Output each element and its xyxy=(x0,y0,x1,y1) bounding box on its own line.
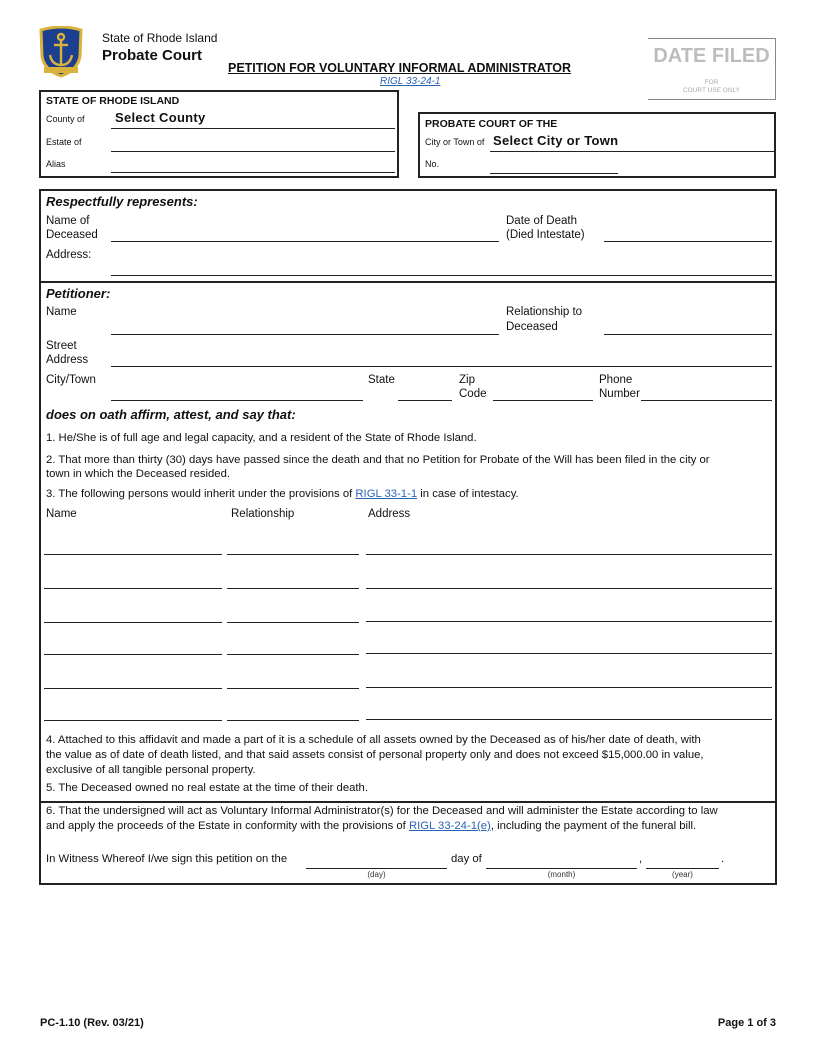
caption-left-box xyxy=(39,90,399,178)
heir-6-address[interactable] xyxy=(366,719,772,720)
county-select[interactable]: Select County xyxy=(115,110,206,125)
date-comma: , xyxy=(639,853,643,865)
oath-item-4-line-1: 4. Attached to this affidavit and made a part of it is a schedule of all assets owned by the Deceased as of his/her date of death, with xyxy=(46,734,701,746)
alias-label: Alias xyxy=(46,159,66,169)
witness-day-field[interactable] xyxy=(306,868,447,869)
heir-2-address[interactable] xyxy=(366,588,772,589)
estate-label: Estate of xyxy=(46,137,82,147)
case-number-field[interactable] xyxy=(490,173,618,174)
alias-field[interactable] xyxy=(111,172,395,173)
state-field[interactable] xyxy=(398,400,452,401)
heirs-relationship-header: Relationship xyxy=(231,508,295,520)
witness-text: In Witness Whereof I/we sign this petition on the xyxy=(46,853,288,865)
heir-3-name[interactable] xyxy=(44,622,222,623)
city-label: City or Town of xyxy=(425,137,485,147)
heir-2-name[interactable] xyxy=(44,588,222,589)
administrator-statute-link[interactable]: RIGL 33-24-1(e) xyxy=(408,820,491,832)
final-box xyxy=(39,801,777,885)
city-line xyxy=(490,151,774,152)
day-of-label: day of xyxy=(451,853,482,865)
heir-1-relationship[interactable] xyxy=(227,554,359,555)
heir-2-relationship[interactable] xyxy=(227,588,359,589)
oath-item-2-line-2: town in which the Deceased resided. xyxy=(46,468,230,480)
item-6-line-2 xyxy=(46,820,696,832)
dod-field[interactable] xyxy=(604,241,772,242)
court-name: Probate Court xyxy=(102,47,203,64)
state-label: State xyxy=(368,374,395,386)
heir-6-name[interactable] xyxy=(44,720,222,721)
deceased-address-field[interactable] xyxy=(111,275,772,276)
oath-item-3 xyxy=(46,488,519,500)
dod-label-1: Date of Death xyxy=(506,215,577,227)
heir-3-relationship[interactable] xyxy=(227,622,359,623)
court-use-label: COURT USE ONLY xyxy=(682,87,741,94)
oath-item-3-tail: in case of intestacy. xyxy=(417,488,519,500)
deceased-name-label-2: Deceased xyxy=(46,229,98,241)
oath-item-4-line-3: exclusive of all tangible personal property. xyxy=(46,764,256,776)
street-label-1: Street xyxy=(46,340,77,352)
city-select[interactable]: Select City or Town xyxy=(493,133,619,148)
witness-month-field[interactable] xyxy=(486,868,637,869)
heir-5-address[interactable] xyxy=(366,687,772,688)
heir-4-relationship[interactable] xyxy=(227,654,359,655)
street-label-2: Address xyxy=(46,354,89,366)
oath-heading: does on oath affirm, attest, and say that: xyxy=(46,407,296,422)
item-6-line-1: 6. That the undersigned will act as Voluntary Informal Administrator(s) for the Deceased and will administer the Estate according to law xyxy=(46,805,718,817)
intestacy-statute-link[interactable]: RIGL 33-1-1 xyxy=(355,488,418,500)
heir-5-name[interactable] xyxy=(44,688,222,689)
heir-5-relationship[interactable] xyxy=(227,688,359,689)
day-hint: (day) xyxy=(367,870,386,879)
county-label: County of xyxy=(46,114,85,124)
for-label: FOR xyxy=(704,79,719,86)
form-id: PC-1.10 (Rev. 03/21) xyxy=(40,1017,144,1029)
no-label: No. xyxy=(425,159,440,169)
heir-4-name[interactable] xyxy=(44,654,222,655)
date-period: . xyxy=(721,853,725,865)
petitioner-name-label: Name xyxy=(46,306,77,318)
city-town-label: City/Town xyxy=(46,374,96,386)
state-seal-icon xyxy=(38,26,84,78)
city-town-field[interactable] xyxy=(111,400,363,401)
oath-item-5: 5. The Deceased owned no real estate at the time of their death. xyxy=(46,782,368,794)
zip-label-1: Zip xyxy=(459,374,475,386)
phone-field[interactable] xyxy=(641,400,772,401)
zip-field[interactable] xyxy=(493,400,593,401)
year-hint: (year) xyxy=(672,870,693,879)
caption-right-box xyxy=(418,112,776,178)
deceased-name-field[interactable] xyxy=(111,241,499,242)
zip-label-2: Code xyxy=(459,388,487,400)
form-title: PETITION FOR VOLUNTARY INFORMAL ADMINISTRATOR xyxy=(228,61,572,75)
estate-field[interactable] xyxy=(111,151,395,152)
date-filed-box[interactable] xyxy=(648,38,776,100)
relationship-field[interactable] xyxy=(604,334,772,335)
street-field[interactable] xyxy=(111,366,772,367)
deceased-name-label-1: Name of xyxy=(46,215,90,227)
date-filed-label: DATE FILED xyxy=(653,45,770,67)
heir-4-address[interactable] xyxy=(366,653,772,654)
phone-label-2: Number xyxy=(599,388,640,400)
caption-right-heading: PROBATE COURT OF THE xyxy=(425,118,558,130)
heirs-address-header: Address xyxy=(368,508,411,520)
petitioner-box xyxy=(39,281,777,803)
witness-year-field[interactable] xyxy=(646,868,719,869)
oath-item-1: 1. He/She is of full age and legal capacity, and a resident of the State of Rhode Island. xyxy=(46,432,477,444)
heir-1-address[interactable] xyxy=(366,554,772,555)
oath-item-2-line-1: 2. That more than thirty (30) days have passed since the death and that no Petition for Probate of the Will has been filed in the city or xyxy=(46,454,710,466)
deceased-address-label: Address: xyxy=(46,249,92,261)
heir-1-name[interactable] xyxy=(44,554,222,555)
state-name: State of Rhode Island xyxy=(102,31,218,45)
county-line xyxy=(111,128,395,129)
represents-box xyxy=(39,189,777,283)
represents-heading: Respectfully represents: xyxy=(46,194,198,209)
petitioner-name-field[interactable] xyxy=(111,334,499,335)
relationship-label-2: Deceased xyxy=(506,321,558,333)
statute-link[interactable]: RIGL 33-24-1 xyxy=(380,76,441,87)
dod-label-2: (Died Intestate) xyxy=(506,229,585,241)
caption-left-heading: STATE OF RHODE ISLAND xyxy=(46,95,180,107)
relationship-label-1: Relationship to xyxy=(506,306,583,318)
page-number: Page 1 of 3 xyxy=(717,1017,776,1029)
phone-label-1: Phone xyxy=(599,374,633,386)
month-hint: (month) xyxy=(547,870,576,879)
item-6-text: and apply the proceeds of the Estate in conformity with the provisions of xyxy=(46,820,409,832)
heir-6-relationship[interactable] xyxy=(227,720,359,721)
petitioner-heading: Petitioner: xyxy=(46,286,111,301)
heir-3-address[interactable] xyxy=(366,621,772,622)
oath-item-4-line-2: the value as of date of death listed, and that said assets consist of personal property only and does not exceed $15,000.00 in value, xyxy=(46,749,704,761)
heirs-name-header: Name xyxy=(46,508,77,520)
oath-item-3-text: 3. The following persons would inherit under the provisions of xyxy=(46,488,356,500)
item-6-tail: , including the payment of the funeral bill. xyxy=(490,820,697,832)
